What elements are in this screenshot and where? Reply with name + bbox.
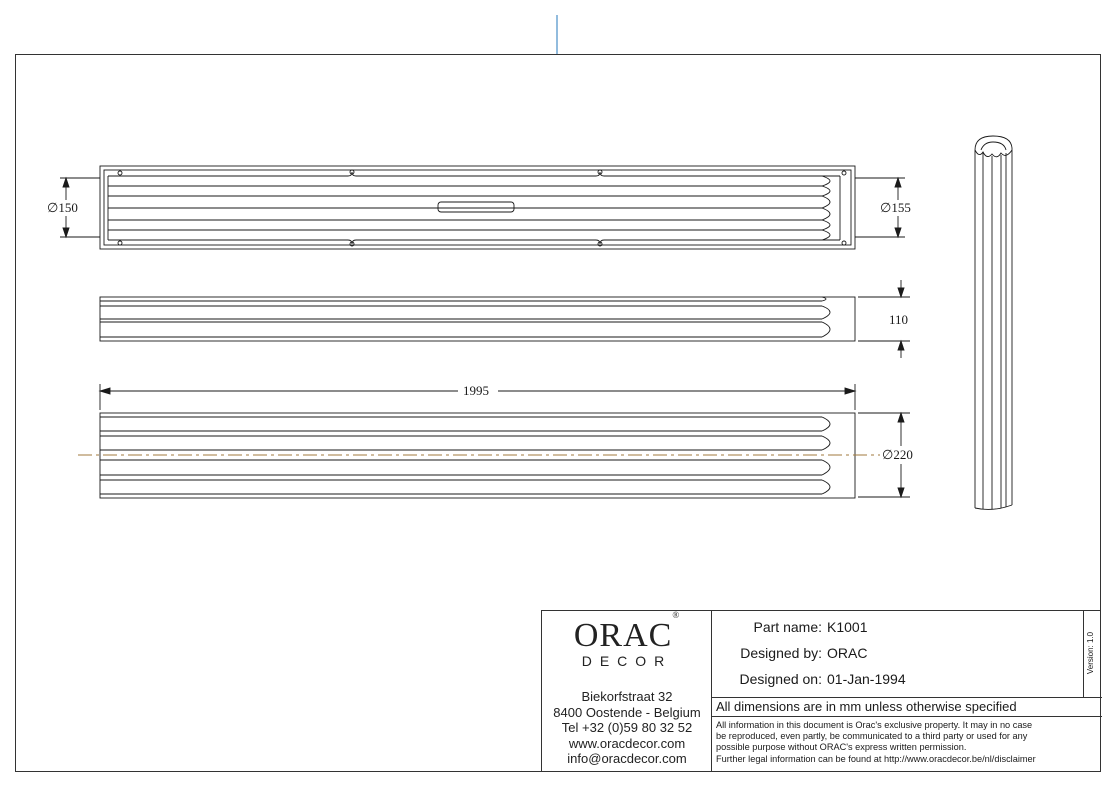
dimension-label-top-left: ∅150 (47, 200, 78, 215)
designed-on-row (712, 671, 1084, 693)
dimension-label-side: 110 (889, 312, 909, 327)
dimensions-note: All dimensions are in mm unless otherwise specified (712, 697, 1102, 717)
logo-cell (542, 611, 712, 772)
brand-subtitle: DECOR (581, 653, 673, 669)
part-name-value: K1001 (827, 619, 868, 635)
bottom-view (100, 413, 855, 498)
legal-line: be reproduced, even partly, be communicated to a third party or used for any (716, 731, 1028, 742)
dimension-label-top-right: ∅155 (880, 200, 911, 215)
dimension-label-bottom: ∅220 (882, 447, 913, 462)
version-label: Version: 1.0 (1086, 631, 1095, 675)
website-link[interactable]: www.oracdecor.com (568, 735, 686, 751)
address-line: 8400 Oostende - Belgium (553, 704, 701, 720)
designed-by-row (712, 645, 1084, 667)
designed-on-value: 01-Jan-1994 (827, 671, 906, 687)
legal-line: All information in this document is Orac's exclusive property. It may in no case (716, 720, 1033, 730)
designed-by-label: Designed by: (740, 645, 822, 661)
part-name-label: Part name: (753, 619, 822, 635)
legal-line: Further legal information can be found at http://www.oracdecor.be/nl/disclaimer (716, 753, 1036, 764)
dimension-label-length: 1995 (463, 383, 489, 398)
title-block (541, 610, 1101, 772)
phone-line: Tel +32 (0)59 80 32 52 (561, 720, 693, 735)
brand-logo: ORAC® (573, 609, 681, 654)
designed-on-label: Designed on: (739, 671, 822, 687)
side-view (100, 297, 855, 341)
legal-line: possible purpose without ORAC's express written permission. (716, 742, 967, 753)
legal-notice (712, 718, 1102, 772)
part-name-row (712, 619, 1084, 641)
part-info-cell (712, 611, 1084, 697)
designed-by-value: ORAC (827, 645, 868, 661)
address-line: Biekorfstraat 32 (581, 689, 673, 704)
company-address (542, 689, 712, 767)
top-view (100, 166, 855, 249)
email-link[interactable]: info@oracdecor.com (567, 751, 687, 766)
column-3d-view (975, 136, 1012, 509)
version-cell (1084, 611, 1102, 697)
